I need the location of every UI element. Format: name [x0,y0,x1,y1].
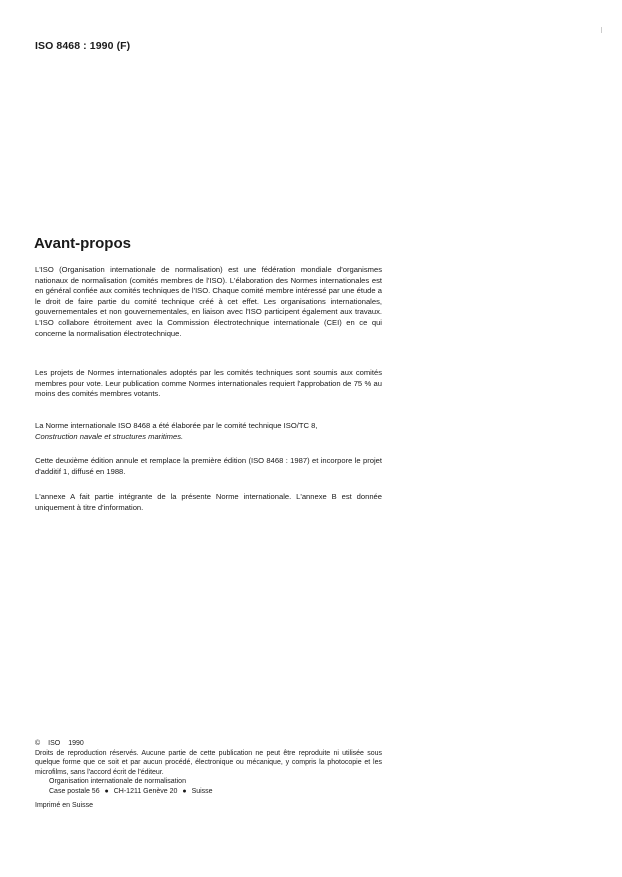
scan-mark [601,27,602,33]
postal-address [35,787,382,797]
bullet-icon: ● [182,787,187,795]
copyright-year: 1990 [68,740,84,747]
address-po-box: Case postale 56 [49,787,100,795]
address-country: Suisse [191,787,213,795]
copyright-org: ISO [48,740,61,747]
foreword-paragraph-3 [35,421,382,442]
foreword-paragraph-5: L'annexe A fait partie intégrante de la présente Norme internationale. L'annexe B est donnée uniquement à titre d'information. [35,492,382,512]
printed-in: Imprimé en Suisse [35,801,93,809]
copyright-footer [35,739,382,810]
organisation-name: Organisation internationale de normalisation [49,778,186,786]
address-city: CH-1211 Genève 20 [113,787,178,795]
copyright-line [35,739,382,749]
document-code-header: ISO 8468 : 1990 (F) [35,40,131,52]
committee-sentence: La Norme internationale ISO 8468 a été élaborée par le comité technique ISO/TC 8, [35,421,318,430]
bullet-icon: ● [104,787,109,795]
foreword-paragraph-4: Cette deuxième édition annule et remplace la première édition (ISO 8468 : 1987) et incorpore le projet d'additif 1, diffusé en 1988. [35,456,382,476]
foreword-paragraph-2: Les projets de Normes internationales adoptés par les comités techniques sont soumis aux comités membres pour vote. Leur publication comme Normes internationales requiert l'approbation de 75 % au moins des comités membres votants. [35,368,382,399]
committee-title: Construction navale et structures maritimes. [35,431,184,441]
rights-statement: Droits de reproduction réservés. Aucune partie de cette publication ne peut être reproduite ni utilisée sous quelque forme que ce soit et par aucun procédé, électronique ou mécanique, y compris la photocopie et les microfilms, sans l'accord écrit de l'éditeur. [35,749,382,776]
page-title: Avant-propos [34,235,131,252]
copyright-icon: © [35,740,41,747]
foreword-paragraph-1: L'ISO (Organisation internationale de normalisation) est une fédération mondiale d'organismes nationaux de normalisation (comités membres de l'ISO). L'élaboration des Normes internationales est en général confiée aux comités techniques de l'ISO. Chaque comité membre intéressé par une étude a le droit de faire partie du comité technique créé à cet effet. Les organisations internationales, gouvernementales et non gouvernementales, en liaison avec l'ISO participent également aux travaux. L'ISO collabore étroitement avec la Commission électrotechnique internationale (CEI) en ce qui concerne la normalisation électrotechnique. [35,265,382,338]
